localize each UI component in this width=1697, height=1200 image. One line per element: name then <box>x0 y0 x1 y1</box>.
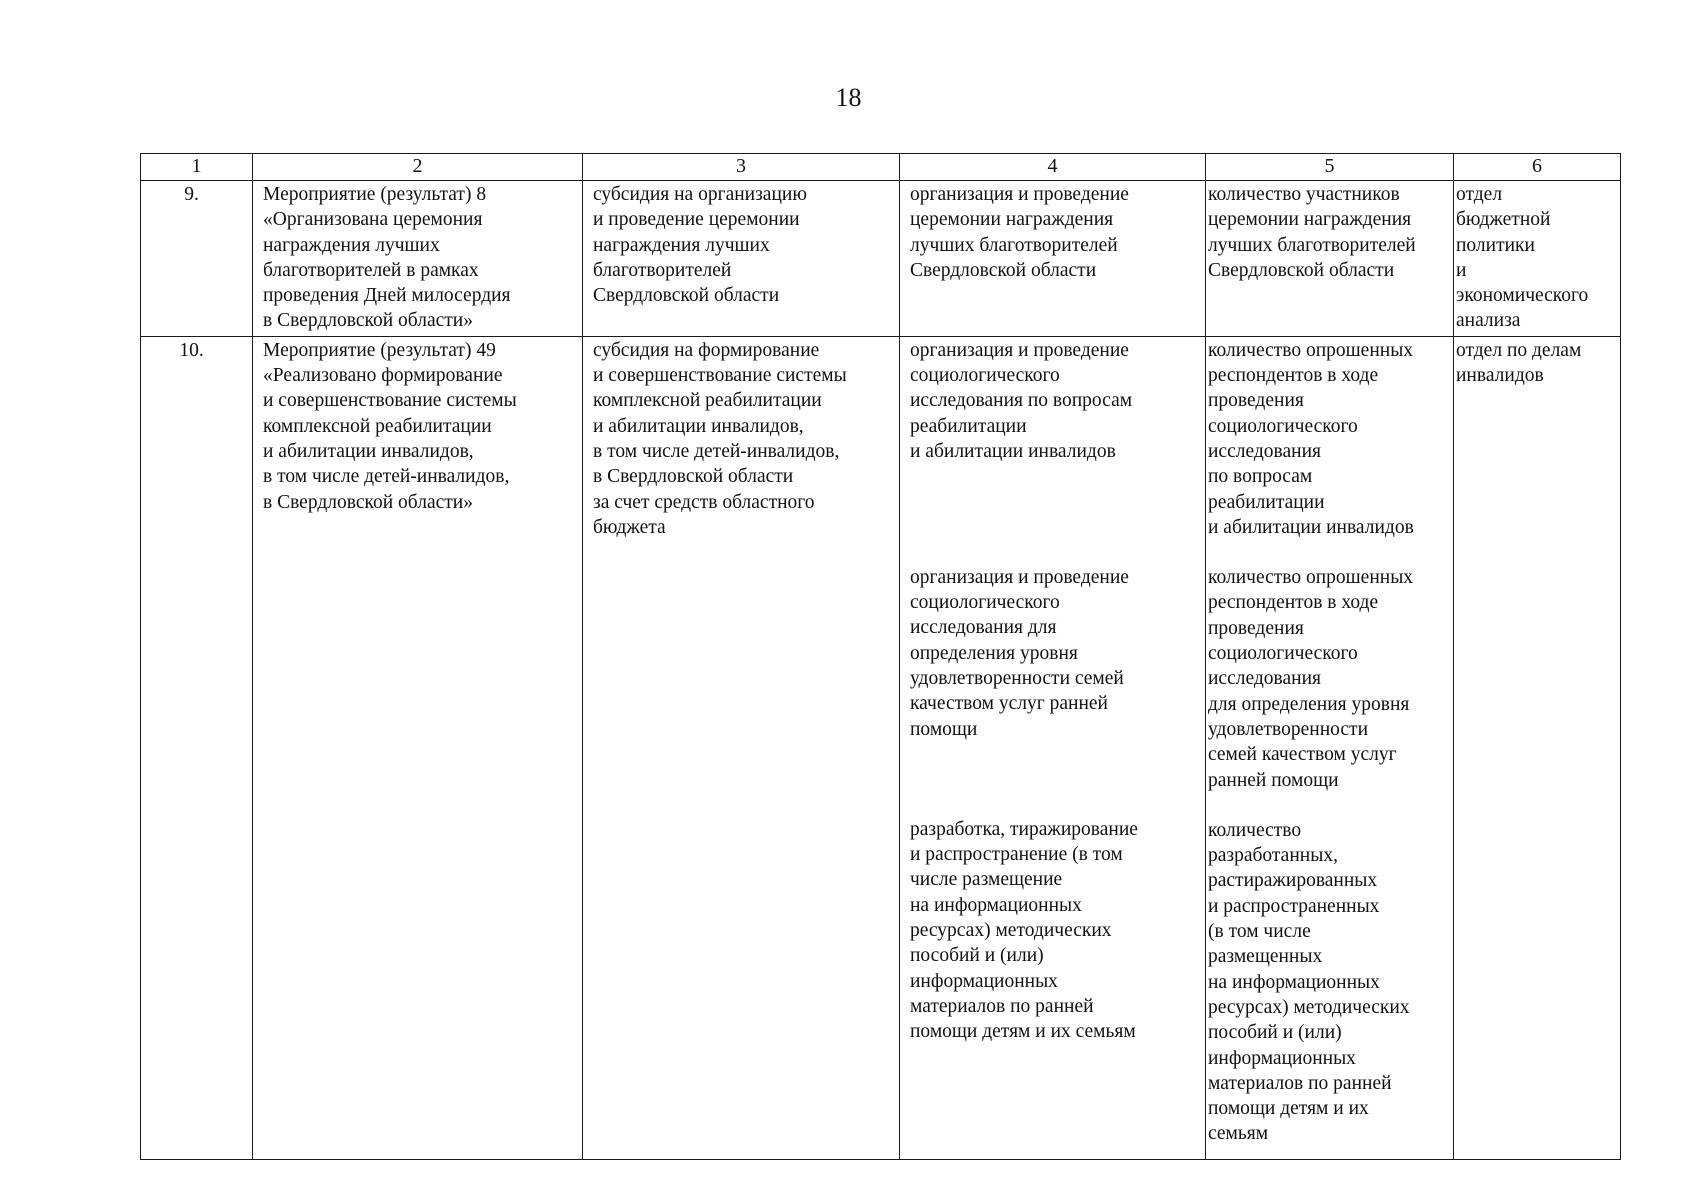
column-header-4: 4 <box>900 154 1206 181</box>
column-header-5: 5 <box>1206 154 1454 181</box>
column-header-1: 1 <box>141 154 253 181</box>
column-header-3: 3 <box>583 154 900 181</box>
row-number: 9. <box>141 181 253 337</box>
event-name: Мероприятие (результат) 49 «Реализовано формирование и совершенствование системы комплексной реабилитации и абилитации инвалидов, в том числе детей-инвалидов, в Свердловской области» <box>263 339 517 513</box>
responsible-department: отдел по делам инвалидов <box>1456 339 1582 387</box>
measure-item: организация и проведение социологического исследования по вопросам реабилитации и абилитации инвалидов <box>910 339 1133 462</box>
measures-table <box>140 153 1621 1160</box>
measure-item: разработка, тиражирование и распространение (в том числе размещение на информационных ресурсах) методических пособий и (или) информационных материалов по ранней помощи детям и их семьям <box>910 818 1138 1043</box>
indicator-item: количество участников церемонии награждения лучших благотворителей Свердловской области <box>1208 184 1416 281</box>
page-number: 18 <box>835 83 862 112</box>
indicator-item: количество опрошенных респондентов в ходе проведения социологического исследования по вопросам реабилитации и абилитации инвалидов <box>1208 339 1414 538</box>
measure-item: организация и проведение социологического исследования для определения уровня удовлетворенности семей качеством услуг ранней помощи <box>910 566 1129 740</box>
subsidy-description: субсидия на формирование и совершенствование системы комплексной реабилитации и абилитации инвалидов, в том числе детей-инвалидов, в Свердловской области за счет средств областного бюджета <box>593 339 847 538</box>
responsible-department: отдел бюджетной политики и экономического анализа <box>1456 184 1589 332</box>
indicator-item: количество опрошенных респондентов в ходе проведения социологического исследования для определения уровня удовлетворенности семей качеством услуг ранней помощи <box>1208 567 1414 791</box>
indicator-item: количество разработанных, растиражированных и распространенных (в том числе размещенных на информационных ресурсах) методических пособий и (или) информационных материалов по ранней помощи детям и их семьям <box>1208 819 1410 1145</box>
subsidy-description: субсидия на организацию и проведение церемонии награждения лучших благотворителей Свердловской области <box>593 184 807 307</box>
column-header-6: 6 <box>1454 154 1621 181</box>
column-header-2: 2 <box>253 154 583 181</box>
row-number: 10. <box>141 336 253 1159</box>
table-row-10 <box>141 336 1621 1159</box>
header-row <box>141 154 1621 181</box>
event-name: Мероприятие (результат) 8 «Организована церемония награждения лучших благотворителей в рамках проведения Дней милосердия в Свердловской области» <box>263 184 511 332</box>
table-row-9 <box>141 181 1621 337</box>
measure-item: организация и проведение церемонии награждения лучших благотворителей Свердловской области <box>910 184 1129 281</box>
